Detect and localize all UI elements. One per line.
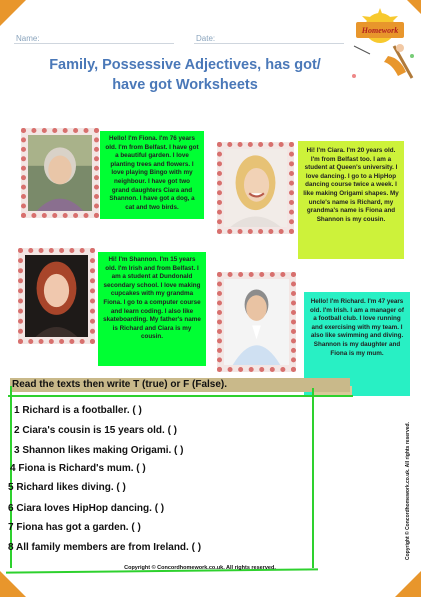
title-line-2: have got Worksheets bbox=[112, 77, 258, 93]
corner-decoration bbox=[0, 571, 26, 597]
question-3[interactable]: 3 Shannon likes making Origami. ( ) bbox=[14, 445, 184, 456]
page-title bbox=[20, 55, 350, 95]
title-line-1: Family, Possessive Adjectives, has got/ bbox=[49, 57, 321, 73]
question-2[interactable]: 2 Ciara's cousin is 15 years old. ( ) bbox=[14, 425, 178, 436]
name-field[interactable] bbox=[14, 34, 174, 44]
question-1[interactable]: 1 Richard is a footballer. ( ) bbox=[14, 405, 142, 416]
question-4[interactable]: 4 Fiona is Richard's mum. ( ) bbox=[10, 463, 146, 474]
ciara-text-box: Hi! I'm Ciara. I'm 20 years old. I'm from Belfast too. I am a student at Queen's university. I love dancing. I go to a HipHop dancing course twice a week. I like making Origami shapes. My uncle's name is Richard, my grandma's name is Fiona and Shannon is my cousin. bbox=[298, 141, 404, 259]
question-6[interactable]: 6 Ciara loves HipHop dancing. ( ) bbox=[8, 503, 165, 514]
green-line bbox=[10, 386, 12, 568]
date-label: Date: bbox=[196, 34, 216, 43]
shannon-photo bbox=[18, 248, 95, 344]
ciara-photo bbox=[217, 142, 294, 234]
question-7[interactable]: 7 Fiona has got a garden. ( ) bbox=[8, 522, 141, 533]
side-copyright: Copyright © Concordhomework.co.uk. All rights reserved. bbox=[405, 422, 411, 560]
corner-decoration bbox=[0, 0, 26, 26]
richard-text-box: Hello! I'm Richard. I'm 47 years old. I'm Irish. I am a manager of a football club. I love running and exercising with my team. I also like swimming and diving. Shannon is my daughter and Fiona is my mum. bbox=[304, 292, 410, 396]
fiona-text-box: Hello! I'm Fiona. I'm 76 years old. I'm from Belfast. I have got a beautiful garden. I love planting trees and flowers. I love playing Bingo with my neighbour. I have got two grand daughters Ciara and Shannon. I have got a dog, a cat and two birds. bbox=[100, 131, 204, 219]
logo-text: Homework bbox=[361, 26, 399, 35]
fiona-photo bbox=[21, 128, 99, 218]
green-line bbox=[312, 388, 314, 568]
richard-photo bbox=[217, 272, 296, 372]
green-line bbox=[8, 395, 353, 397]
concord-homework-logo bbox=[340, 6, 418, 84]
corner-decoration bbox=[395, 571, 421, 597]
instruction-heading: Read the texts then write T (true) or F (False). bbox=[10, 378, 350, 392]
question-5[interactable]: 5 Richard likes diving. ( ) bbox=[8, 482, 126, 493]
question-8[interactable]: 8 All family members are from Ireland. ( ) bbox=[8, 542, 202, 553]
name-label: Name: bbox=[16, 34, 40, 43]
copyright-footer: Copyright © Concordhomework.co.uk. All rights reserved. bbox=[124, 565, 276, 571]
shannon-text-box: Hi! I'm Shannon. I'm 15 years old. I'm Irish and from Belfast. I am a student at Dundonald secondary school. I love making cupcakes with my grandma Fiona. I go to a computer course and learn coding. I also like skateboarding. My father's name is Richard and Ciara is my cousin. bbox=[98, 252, 206, 366]
date-field[interactable] bbox=[194, 34, 344, 44]
